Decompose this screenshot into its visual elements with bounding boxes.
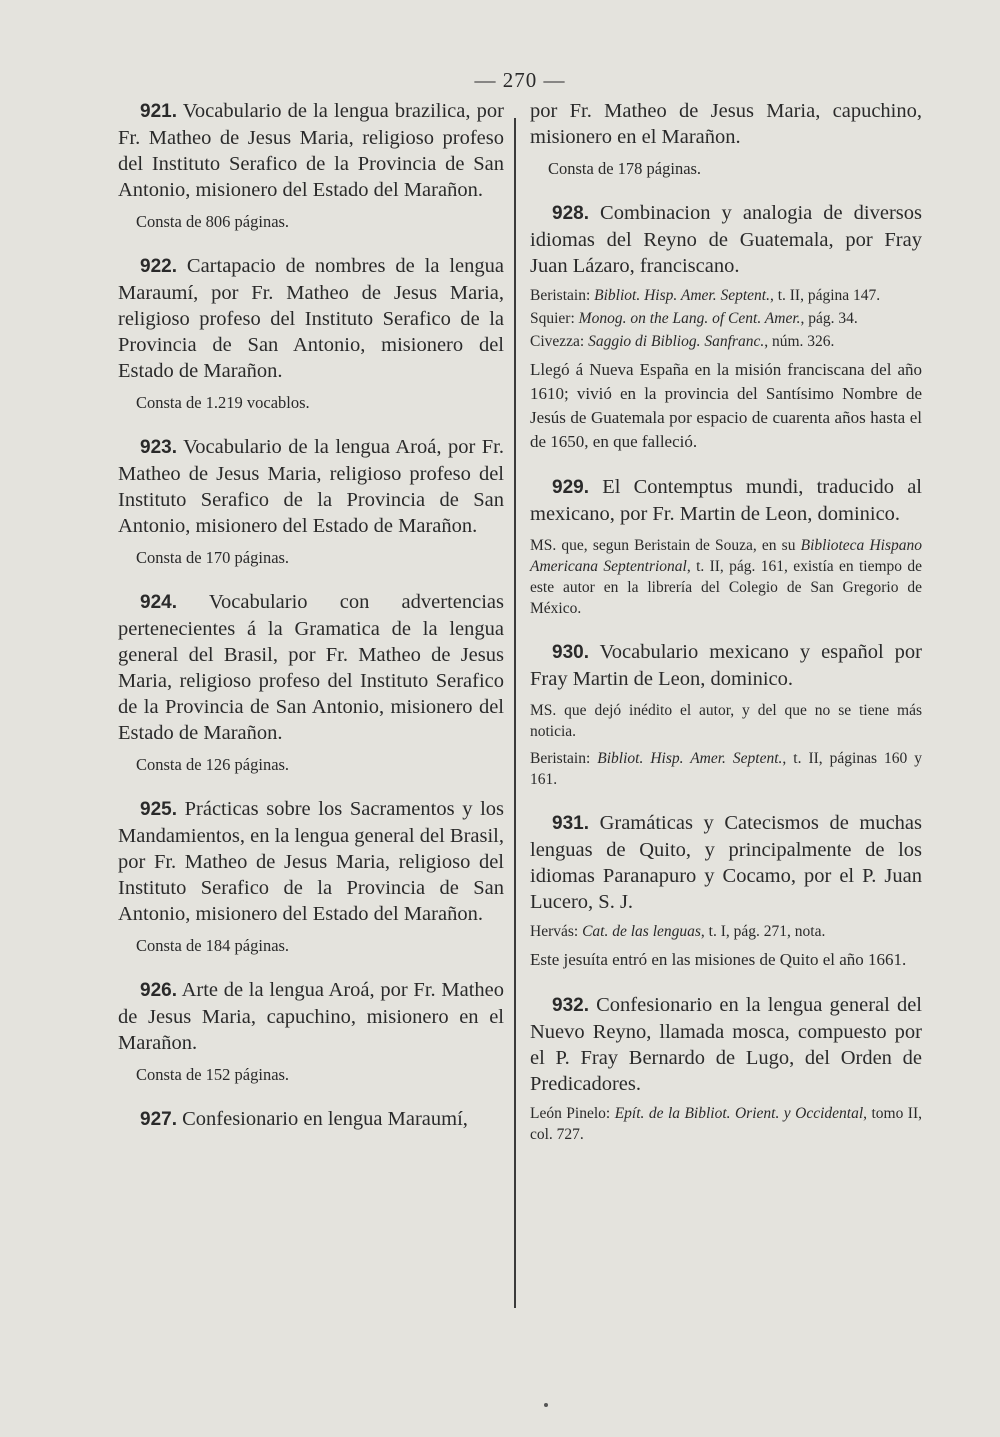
entry-931 [530, 810, 922, 972]
entry-number: 925. [140, 799, 177, 820]
entry-929 [530, 474, 922, 619]
entry-title: Vocabulario con advertencias pertenecientes á la Gramatica de la lengua general del Brasil, por Fr. Matheo de Jesus Maria, religioso profeso del Instituto Serafico de la Provincia de San Antonio, misionero del Estado de Marañon. [118, 591, 504, 744]
entry-paragraph: Llegó á Nueva España en la misión franciscana del año 1610; vivió en la provincia del Santísimo Nombre de Jesús de Guatemala por espacio de cuarenta años hasta el de 1650, en que falleció. [530, 360, 922, 451]
entry-number: 931. [552, 813, 589, 834]
bibliographic-reference: Hervás: Cat. de las lenguas, t. I, pág. 271, nota. [530, 923, 826, 940]
entry-number: 932. [552, 995, 589, 1016]
entry-note: Consta de 806 páginas. [136, 212, 290, 231]
page-number: — 270 — [474, 68, 566, 92]
bibliographic-reference: Beristain: Bibliot. Hisp. Amer. Septent., t. II, página 147. [530, 287, 881, 304]
entry-number: 930. [552, 642, 589, 663]
entry-number: 927. [140, 1109, 177, 1130]
entry-title: Confesionario en lengua Maraumí, [182, 1108, 468, 1130]
entry-note: Consta de 1.219 vocablos. [136, 393, 310, 412]
entry-title: Prácticas sobre los Sacramentos y los Mandamientos, en la lengua general del Brasil, por Fr. Matheo de Jesus Maria, religioso del Instituto Serafico de la Provincia de San Antonio, misionero del Estado del Marañon. [118, 798, 505, 925]
entry-title: por Fr. Matheo de Jesus Maria, capuchino, misionero en el Marañon. [530, 100, 922, 148]
bibliographic-reference: Civezza: Saggio di Bibliog. Sanfranc., núm. 326. [530, 333, 835, 350]
entry-926 [118, 977, 504, 1086]
manuscript-note: MS. que, segun Beristain de Souza, en su Biblioteca Hispano Americana Septentrional, t. II, pág. 161, existía en tiempo de este autor en la librería del Colegio de San Gregorio de México. [530, 537, 923, 617]
entry-number: 924. [140, 592, 177, 613]
entry-924 [118, 589, 504, 776]
entry-note: Consta de 178 páginas. [548, 159, 702, 178]
ink-speck [544, 1403, 548, 1407]
entry-number: 929. [552, 477, 589, 498]
entry-number: 921. [140, 101, 177, 122]
entry-title: Cartapacio de nombres de la lengua Maraumí, por Fr. Matheo de Jesus Maria, religioso profeso del Instituto Serafico de la Provincia de San Antonio, misionero del Estado de Marañon. [118, 255, 504, 382]
entry-number: 926. [140, 980, 177, 1001]
entry-923 [118, 434, 504, 569]
entry-title: Gramáticas y Catecismos de muchas lenguas de Quito, y principalmente de los idiomas Paranapuro y Cocamo, por el P. Juan Lucero, S. J. [530, 812, 923, 913]
entry-title: El Contemptus mundi, traducido al mexicano, por Fr. Martin de Leon, dominico. [530, 476, 923, 525]
entry-note: Consta de 126 páginas. [136, 755, 290, 774]
entry-title: Combinacion y analogia de diversos idiomas del Reyno de Guatemala, por Fray Juan Lázaro, franciscano. [530, 202, 923, 277]
entry-note: Consta de 170 páginas. [136, 548, 290, 567]
entry-number: 923. [140, 437, 177, 458]
entry-title: Vocabulario mexicano y español por Fray Martin de Leon, dominico. [530, 641, 922, 690]
right-column [530, 98, 922, 1165]
entry-922 [118, 253, 504, 414]
entry-921 [118, 98, 504, 233]
bibliographic-reference: León Pinelo: Epít. de la Bibliot. Orient. y Occidental, tomo II, col. 727. [530, 1105, 922, 1143]
left-column [118, 98, 504, 1153]
entry-note: Consta de 152 páginas. [136, 1065, 290, 1084]
entry-title: Arte de la lengua Aroá, por Fr. Matheo de Jesus Maria, capuchino, misionero en el Marañon. [118, 979, 504, 1054]
entry-title: Vocabulario de la lengua Aroá, por Fr. Matheo de Jesus Maria, religioso profeso del Instituto Serafico de la Provincia de San Antonio, misionero del Estado de Marañon. [118, 436, 504, 537]
entry-title: Confesionario en la lengua general del Nuevo Reyno, llamada mosca, compuesto por el P. Fray Bernardo de Lugo, del Orden de Predicadores. [530, 994, 923, 1095]
entry-925 [118, 796, 504, 957]
entry-note: Consta de 184 páginas. [136, 936, 290, 955]
entry-927 [118, 1106, 504, 1133]
bibliographic-reference: Squier: Monog. on the Lang. of Cent. Amer., pág. 34. [530, 310, 858, 327]
column-divider [514, 118, 516, 1308]
entry-927-continuation [530, 98, 922, 180]
entry-number: 928. [552, 203, 589, 224]
entry-930 [530, 639, 922, 790]
entry-928 [530, 200, 922, 454]
entry-932 [530, 992, 922, 1145]
entry-number: 922. [140, 256, 177, 277]
entry-paragraph: Este jesuíta entró en las misiones de Quito el año 1661. [530, 950, 907, 969]
entry-title: Vocabulario de la lengua brazilica, por Fr. Matheo de Jesus Maria, religioso profeso del Instituto Serafico de la Provincia de San Antonio, misionero del Estado del Marañon. [118, 100, 504, 201]
manuscript-note: MS. que dejó inédito el autor, y del que no se tiene más noticia. [530, 702, 922, 740]
bibliographic-reference: Beristain: Bibliot. Hisp. Amer. Septent., t. II, páginas 160 y 161. [530, 750, 922, 788]
